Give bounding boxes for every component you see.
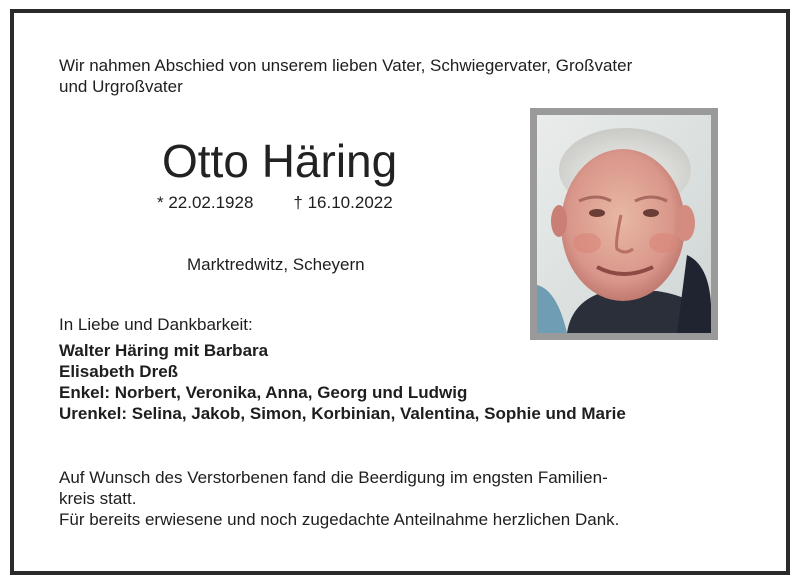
closing-line-2: kreis statt. [59, 489, 137, 508]
portrait-image [537, 115, 711, 333]
places: Marktredwitz, Scheyern [187, 255, 365, 274]
portrait-photo [530, 108, 718, 340]
birth-date: * 22.02.1928 [157, 193, 254, 212]
closing-line-3: Für bereits erwiesene und noch zugedachte Anteilnahme herzlichen Dank. [59, 510, 620, 529]
mourner-line: Urenkel: Selina, Jakob, Simon, Korbinian, Valentina, Sophie und Marie [59, 404, 626, 423]
intro-line-1: Wir nahmen Abschied von unserem lieben Vater, Schwiegervater, Großvater [59, 56, 633, 75]
mourners-list [59, 340, 626, 424]
intro-text [59, 55, 632, 97]
closing-line-1: Auf Wunsch des Verstorbenen fand die Beerdigung im engsten Familien- [59, 468, 608, 487]
mourner-line: Walter Häring mit Barbara [59, 341, 269, 360]
intro-line-2: und Urgroßvater [59, 77, 183, 96]
closing-text [59, 467, 619, 530]
mourner-line: Enkel: Norbert, Veronika, Anna, Georg und Ludwig [59, 383, 468, 402]
mourner-line: Elisabeth Dreß [59, 362, 179, 381]
mourners-intro: In Liebe und Dankbarkeit: [59, 315, 253, 334]
death-date: † 16.10.2022 [293, 193, 393, 212]
deceased-name: Otto Häring [162, 135, 398, 187]
life-dates [157, 192, 393, 213]
